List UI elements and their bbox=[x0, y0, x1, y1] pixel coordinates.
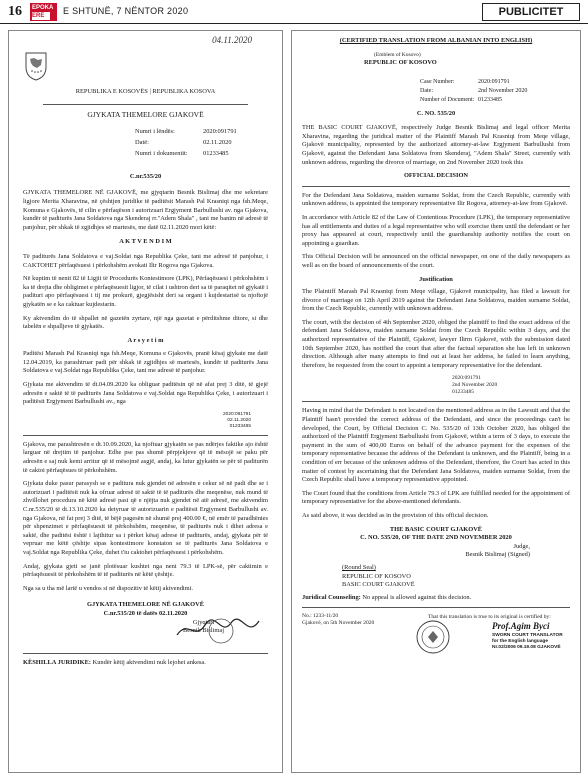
legal-advice bbox=[23, 659, 268, 668]
date-value-en: 2nd November 2020 bbox=[478, 87, 528, 94]
kosovo-emblem-icon bbox=[23, 51, 49, 81]
decision-heading: A K T V E N D I M bbox=[119, 238, 172, 246]
justification-paragraph-4: Gjykata duke pasur parasysh se e paditura nuk gjendet në adresën e cekur së në padi dhe se i autorizuari i paditësit nuk ka ofruar adresë të saktë të të paditurës dhe meqenëse, nuk mund të zhvillohet procedura në këtë adresë pasi që e njëjta nuk gjendet në atë adresë, me aktvendim C.nr.535/20 të dt.13.10.2020 ka detyruar të autorizuarin e paditësit Ergjyment Barbullushi av. nga Gjakova, në fat prej 3 ditë, të bëjë pagesën në shumë prej 400.00 €, në emër të paradhënies për shpenzimet e përfaqësuesit të përkohshëm, meqenëse, të paditurës nuk i dihet adresa e saktë, dhe paditësi është i lajthitur sa i përket kësaj adrese të paditurës, andaj, gjykata për të vepruar me këtë çështje sipas kontestimore konstaton se të paditurës Jana Soldatova e vaj.Soldat nga Republika Çeke, duhet t'iu caktohet përfaqësuesi i përkohshëm. bbox=[23, 480, 268, 556]
republic-heading: REPUBLIKA E KOSOVËS | REPUBLIKA KOSOVA bbox=[75, 87, 216, 95]
juridical-counseling-label: Juridical Counseling: bbox=[302, 593, 361, 601]
translator-seal-icon bbox=[410, 619, 456, 655]
publish-paragraph-en: This Official Decision will be announced on the official newspaper, on one of the daily newspapers as well as on the board of announcements of the court. bbox=[302, 253, 570, 269]
judge-signature-area bbox=[23, 619, 268, 645]
page-number: 16 bbox=[8, 4, 22, 19]
page-stamp-date-en: 2nd November 2020 bbox=[452, 382, 498, 389]
emblem-note: (Emblem of Kosovo) bbox=[374, 52, 421, 58]
case-number-label-en: Case Number: bbox=[420, 78, 455, 85]
closing-court: GJYKATA THEMELORE NË GJAKOVË bbox=[87, 601, 204, 609]
legal-advice-label: KËSHILLA JURIDIKE: bbox=[23, 658, 92, 666]
judge-title-en: Judge, bbox=[513, 542, 530, 550]
issue-date: E SHTUNË, 7 NËNTOR 2020 bbox=[63, 6, 189, 16]
certified-translation-heading: (CERTIFIED TRANSLATION FROM ALBANIAN INTO ENGLISH) bbox=[339, 37, 533, 44]
juridical-counseling bbox=[302, 594, 570, 603]
justification-paragraph-3: Gjakova, me parashtresën e dt.10.09.2020, ka njoftuar gjykatën se pas ndërjes faktike ajo është larguar në drejtim të panjohur. Edhe pse pas shumë përpjekjeve që të mësojë se paku për adresën e saj nuk kemi arritur që të mësojmë asgjë, andaj, ka lutur gjykatën se për të paditurën të caktoi përfaqësues të përkohshëm. bbox=[23, 440, 268, 474]
intro-paragraph: GJYKATA THEMELORE NË GJAKOVË, me gjyqtarin Besnik Bislimaj dhe me sekretare ligjore Merita Xharavina, në çështjen juridike të paditësit Marash Pal Krasniqi nga fsh.Meqe, Komuna e Gjakovës, të cilin e përfaqëson i autorizuari Ergjyment Barbullushi av. nga Gjakova, kundër të paditurës Jana Soldatova nga Skenderaj rr."Adem Shala" , tani me banim në adresë të panjohur, për shkak të zgjidhjes së martesës, me datë 02.11.2020 mori këtë: bbox=[23, 189, 268, 231]
page-stamp-doc: 01233485 bbox=[229, 423, 251, 429]
intro-paragraph-en: THE BASIC COURT GJAKOVË, respectively Judge Besnik Bislimaj and legal officer Merita Xharavina, regarding the juridical matter of the Plaintiff Marash Pal Krasniqi from Meqe village, Gjakovë municipality, represented by the authorized attorney-at-law Ergjyment Barbullushi from Gjakovë, against the Defendant Jana Soldatova from Skenderaj, "Adem Shala" Street, currently with unknown address, regarding the divorce of marriage, on 2nd November 2020 took this bbox=[302, 124, 570, 166]
legal-advice-text: Kundër këtij aktvendimi nuk lejohet ankesa. bbox=[92, 658, 206, 666]
date-label: Datë: bbox=[135, 138, 149, 146]
newspaper-masthead bbox=[0, 0, 588, 24]
translator-signature: Prof.Agim Byci bbox=[492, 621, 550, 632]
newspaper-logo bbox=[30, 3, 57, 21]
case-number-value-en: 2020:091791 bbox=[478, 78, 510, 85]
document-number-row-en bbox=[420, 96, 570, 105]
page-stamp bbox=[173, 412, 251, 430]
handwritten-date: 04.11.2020 bbox=[212, 35, 252, 45]
court-name: GJYKATA THEMELORE GJAKOVË bbox=[87, 110, 204, 120]
seal-label: (Round Seal) bbox=[342, 563, 376, 571]
judge-title: Gjyqtari bbox=[192, 618, 215, 626]
decision-heading-en: OFFICIAL DECISION bbox=[403, 172, 469, 180]
certification-number: No.: 1233-11/20 bbox=[302, 613, 339, 620]
justification-paragraph-en-1: The Plaintiff Marash Pal Krasniqi from Meqe village, Gjakovë municipality, has filed a lawsuit for divorce of marriage on 12th April 2019 against the Defendant Jana Soldatova, maiden surname Soldat, from the Czech Republic, currently with unknown address. bbox=[302, 288, 570, 313]
closing-reference: C.nr.535/20 të datës 02.11.2020 bbox=[103, 609, 188, 617]
document-number-label: Numri i dokumentit: bbox=[135, 149, 188, 157]
decision-paragraph-en: For the Defendant Jana Soldatova, maiden surname Soldat, from the Czech Republic, currently with unknown address, is appointed the temporary representative Ilir Rogova, attorney-at-law from Gjakovë. bbox=[302, 191, 570, 208]
document-number-row bbox=[135, 148, 268, 159]
justification-paragraph-en-5: As said above, it was decided as in the provision of this official decision. bbox=[302, 511, 489, 519]
certification-place-date: Gjakovë, on 5th November 2020 bbox=[302, 620, 375, 627]
case-number-value: 2020:091791 bbox=[203, 127, 237, 135]
decision-paragraph: Të paditurës Jana Soldatova e vaj.Soldat nga Republika Çeke, tani me adresë të panjohur, i CAKTOHET përfaqësuesi i përkohshëm avokati Ilir Rogova nga Gjakova. bbox=[23, 252, 268, 269]
justification-paragraph-en-4: The Court found that the conditions from Article 79.3 of LPK are fulfilled needed for the appointment of temporary representative for the above-mentioned defendants. bbox=[302, 489, 570, 506]
translator-certification bbox=[302, 613, 570, 657]
page-stamp-doc-en: 01233485 bbox=[452, 389, 474, 396]
date-value: 02.11.2020 bbox=[203, 138, 232, 146]
justification-paragraph-5: Andaj, gjykata gjeti se janë plotësuar kushtet nga neni 79.3 të LPK-së, për caktimin e përfaqësuesit të përkohshëm të të paditurës në këtë çështje. bbox=[23, 562, 268, 579]
justification-paragraph-6: Nga sa u tha më lartë u vendos si në dispozitiv të këtij aktvendimi. bbox=[23, 584, 194, 592]
case-number-label: Numri i lëndës: bbox=[135, 127, 175, 135]
closing-reference-en: C. NO. 535/20, OF THE DATE 2ND NOVEMBER 2020 bbox=[360, 534, 512, 542]
reference-number-en: C. NO. 535/20 bbox=[416, 109, 456, 117]
publish-paragraph: Ky aktvendim do të shpallet në gazetën zyrtare, një nga gazetat e përditshme ditore, si dhe tabelën e shpalljeve të gjykatës. bbox=[23, 314, 268, 331]
section-label: PUBLICITET bbox=[482, 3, 580, 21]
closing-court-en: THE BASIC COURT GJAKOVË bbox=[389, 525, 483, 533]
justification-paragraph-2: Gjykata me aktvendim të dt.04.09.2020 ka obliguar paditësin që në afat prej 3 ditë, të gjejë adresën e saktë të të paditurës Jana Soldatova e vaj.Soldat nga Republika Çeke, i autorizuari i paditësit Ergjyment Barbullushi av., nga bbox=[23, 381, 268, 406]
law-paragraph: Në kuptim të nenit 82 të Ligjit të Procedurës Kontestimore (LPK), Përfaqësuesi i përkohshëm i ka të drejta dhe obligimet e përfaqësuesit ligjor, të cilat i ushtron deri sa të paraqitet në gjykatë i padituri apo përfaqësuesi i tij me prokurë, gjegjësisht deri sa organi i kujdestarisë ta njoftojë gjykatën se e ka caktuar kujdestarin. bbox=[23, 275, 268, 308]
reference-number: C.nr.535/20 bbox=[129, 172, 162, 180]
case-number-row bbox=[135, 126, 268, 137]
document-number-label-en: Number of Document: bbox=[420, 96, 475, 103]
page-stamp-case: 2020:091791 bbox=[222, 411, 251, 417]
law-paragraph-en: In accordance with Article 82 of the Law of Contentious Procedure (LPK), the temporary representative has all entitlements and duties of a legal representative who will exercise them until the defendant or her proxy has appeared at court, respectively until the guardianship authority notifies the court on appointing a guardian. bbox=[302, 213, 570, 247]
justification-paragraph-en-2: The court, with the decision of 4th September 2020, obliged the plaintiff to find the exact address of the defendant Jana Soldatova, maiden surname Soldat from the Czech Republic within 3 days, and the authorized representative of the Plaintiff, Gjakovë, lawyer Ilirm Gjakovë, with the submission dated 10th September 2020, has notified the court that after the factual separation she has left in unknown direction. Although after many attempts to find out at least her address, he failed to learn anything, therefore, he requested from the court to appoint a temporary representative for the defendant. bbox=[302, 318, 570, 369]
judge-name: Besnik Bislimaj bbox=[183, 627, 225, 635]
date-row bbox=[135, 137, 268, 148]
albanian-court-decision bbox=[8, 30, 283, 773]
seal-republic: REPUBLIC OF KOSOVO bbox=[342, 572, 411, 580]
justification-heading: A r s y e t i m bbox=[127, 336, 164, 344]
logo-line-1: EPOKA bbox=[32, 5, 54, 11]
justification-paragraph-en-3: Having in mind that the Defendant is not located on the mentioned address as in the Lawsuit and that the Plaintiff hasn't provided the correct address of the Defendant, and since the proceedings can't be developed, the Court, by Official Decision C. No. 535/20 of 13th October 2020, has obliged the authorized of the Plaintiff Ergjyment Barbullushi from Gjakovë, within a term of 3 days, to execute the payment in the sum of 400,00 Euros on behalf of the advance payment for the expenses of the temporary representative because the address of the Defendant is unknown, and the Plaintiff, being in a condition of err because of the unknown address of the Defendant, therefore, the Court has acted in this matter of contest by ascertaining that the Defendant Jana Soldatova, maiden surname Soldat, from the Czech Republic shall have a temporary representative appointed. bbox=[302, 407, 570, 484]
seal-court: BASIC COURT GJAKOVË bbox=[342, 581, 415, 589]
date-row-en bbox=[420, 87, 570, 96]
translator-stamp-name: SWORN COURT TRANSLATOR bbox=[492, 633, 563, 639]
date-label-en: Date: bbox=[420, 87, 433, 94]
page-stamp-case-en: 2020:091791 bbox=[452, 375, 482, 382]
document-number-value-en: 01233485 bbox=[478, 96, 502, 103]
justification-heading-en: Justification bbox=[419, 275, 453, 283]
english-certified-translation bbox=[291, 30, 581, 773]
case-number-row-en bbox=[420, 78, 570, 87]
translator-stamp-number: Nr.02/2006 09.19.08 GJAKOVË bbox=[492, 644, 561, 650]
republic-heading-en: REPUBLIC OF KOSOVO bbox=[364, 59, 437, 66]
justification-paragraph-1: Paditësi Marash Pal Krasniqi nga fsh.Meqe, Komuna e Gjakovës, pranë kësaj gjykate me datë 12.04.2019, ka parashtruar padi për shkak të zgjidhjes së martesës, kundër të paditurës Jana Soldatova e vaj.Soldat nga Republika Çeke, tani me adresë të panjohur. bbox=[23, 350, 268, 375]
page-stamp-en bbox=[452, 375, 570, 396]
page-stamp-date: 02.11.2020 bbox=[227, 417, 251, 423]
juridical-counseling-text: No appeal is allowed against this decision. bbox=[362, 593, 472, 601]
logo-line-2: ERE bbox=[32, 12, 50, 20]
case-info-en bbox=[420, 78, 570, 105]
certification-statement: That this translation is true to its original is certified by: bbox=[428, 614, 551, 621]
judge-name-en: Besnik Bislimaj (Signed) bbox=[465, 551, 530, 559]
translator-stamp-language: for the English language bbox=[492, 638, 548, 644]
document-number-value: 01233485 bbox=[203, 149, 229, 157]
judge-signature-icon bbox=[173, 615, 263, 645]
